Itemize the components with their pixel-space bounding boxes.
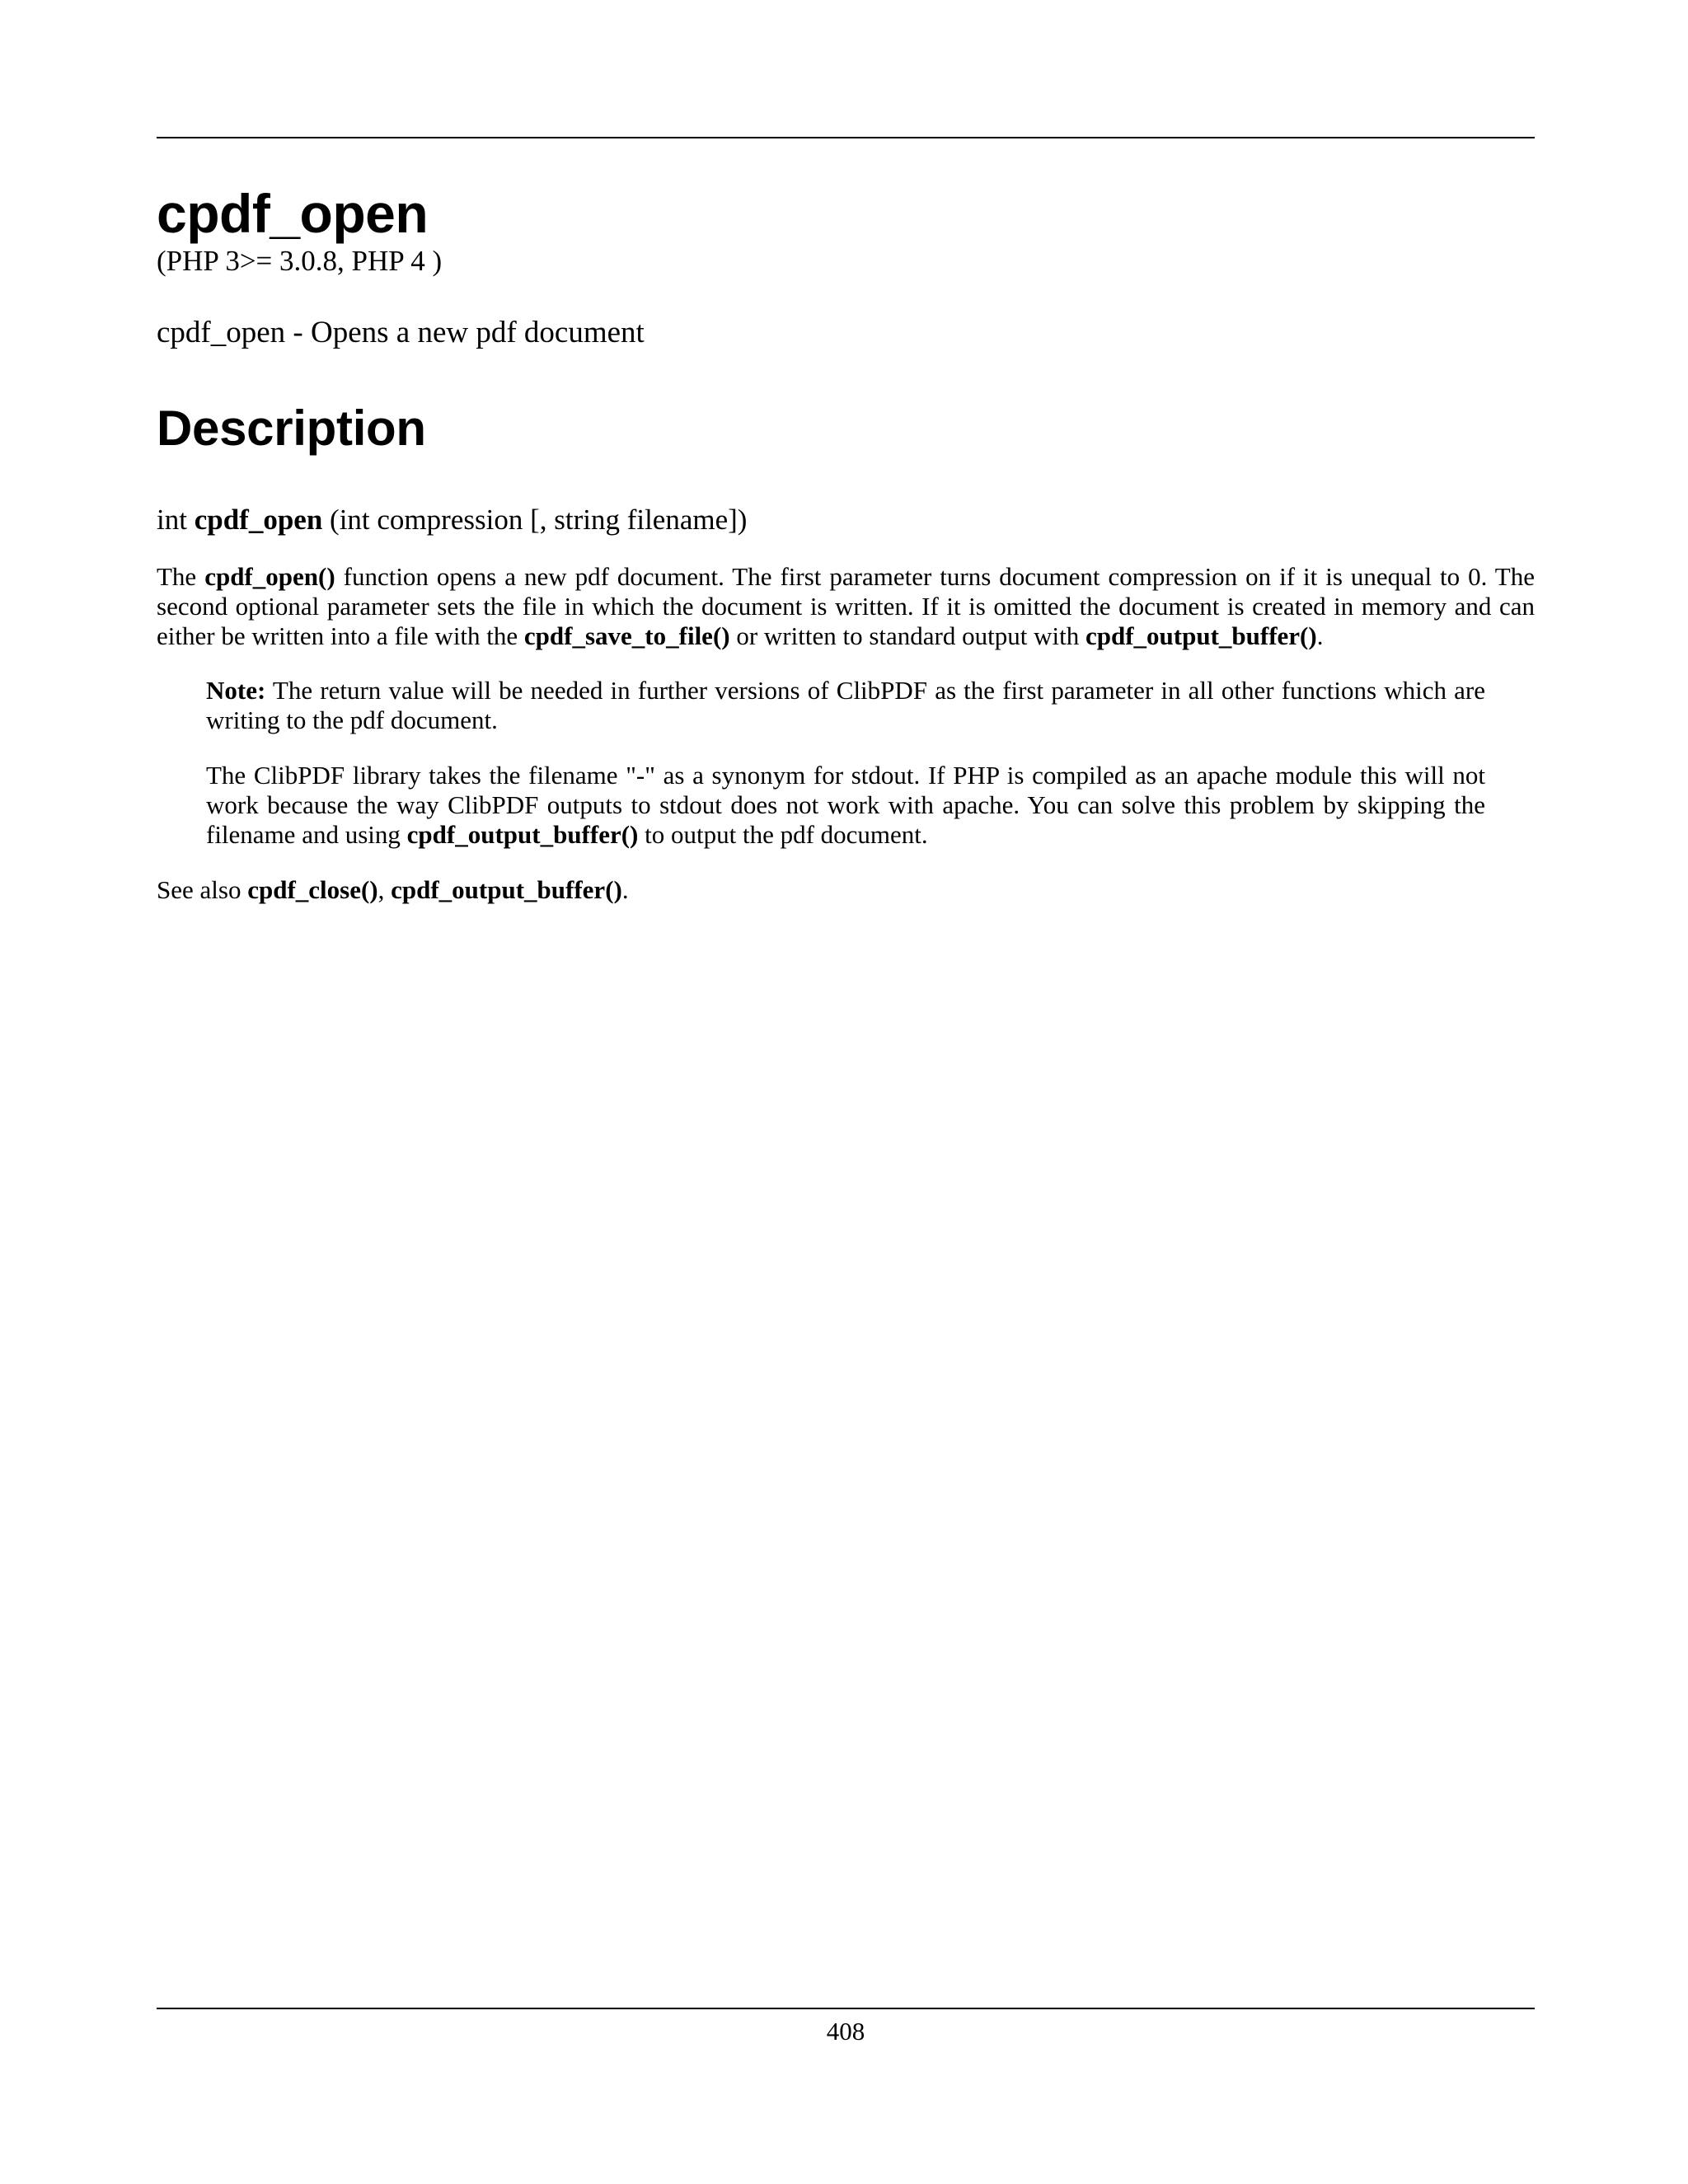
see-also-link-cpdf-output-buffer[interactable]: cpdf_output_buffer() [391, 875, 622, 905]
note-text: The return value will be needed in further versions of ClibPDF as the first parameter in all other functions which are writing to the pdf document. [206, 676, 1485, 735]
header-rule [157, 137, 1535, 138]
refentry-title: cpdf_open [157, 183, 429, 244]
note-block [206, 676, 1485, 850]
function-ref-cpdf-save-to-file: cpdf_save_to_file() [523, 621, 730, 651]
note-paragraph-stdout [206, 761, 1485, 850]
refentry-purpose: cpdf_open - Opens a new pdf document [157, 316, 645, 349]
note-label: Note: [206, 676, 266, 705]
version-info: (PHP 3>= 3.0.8, PHP 4 ) [157, 245, 443, 277]
function-ref-cpdf-open: cpdf_open() [204, 562, 335, 592]
description-heading: Description [157, 401, 426, 457]
function-synopsis [157, 503, 1535, 537]
synopsis-params: (int compression [, string filename]) [330, 504, 748, 537]
synopsis-return-type: int [157, 504, 187, 537]
see-also [157, 875, 1535, 905]
function-ref-cpdf-output-buffer: cpdf_output_buffer() [406, 820, 639, 850]
synopsis-function-name: cpdf_open [194, 504, 323, 537]
see-also-end: . [621, 875, 629, 905]
note-paragraph [206, 676, 1485, 735]
description-paragraph [157, 562, 1535, 651]
footer-rule [157, 2008, 1535, 2009]
see-also-label: See also [157, 875, 248, 905]
page-content [157, 183, 1535, 905]
paragraph-text: function opens a new pdf document. The first parameter turns document compression on if it is unequal to 0. The second optional parameter sets the file in which the document is written. If it is omitted the document is created in memory and can either be written into a file with the [157, 562, 1535, 651]
see-also-separator: , [377, 875, 392, 905]
page-number: 408 [826, 2017, 865, 2046]
note-text: The ClibPDF library takes the filename "-" as a synonym for stdout. If PHP is compiled as an apache module this will not work because the way ClibPDF outputs to stdout does not work with apache. You can solve this problem by skipping the filename and using [206, 761, 1485, 850]
note-text: to output the pdf document. [638, 820, 928, 850]
see-also-link-cpdf-close[interactable]: cpdf_close() [247, 875, 378, 905]
paragraph-text: or written to standard output with [729, 621, 1085, 651]
function-ref-cpdf-output-buffer: cpdf_output_buffer() [1085, 621, 1317, 651]
paragraph-text: The [157, 562, 205, 592]
paragraph-text: . [1316, 621, 1324, 651]
